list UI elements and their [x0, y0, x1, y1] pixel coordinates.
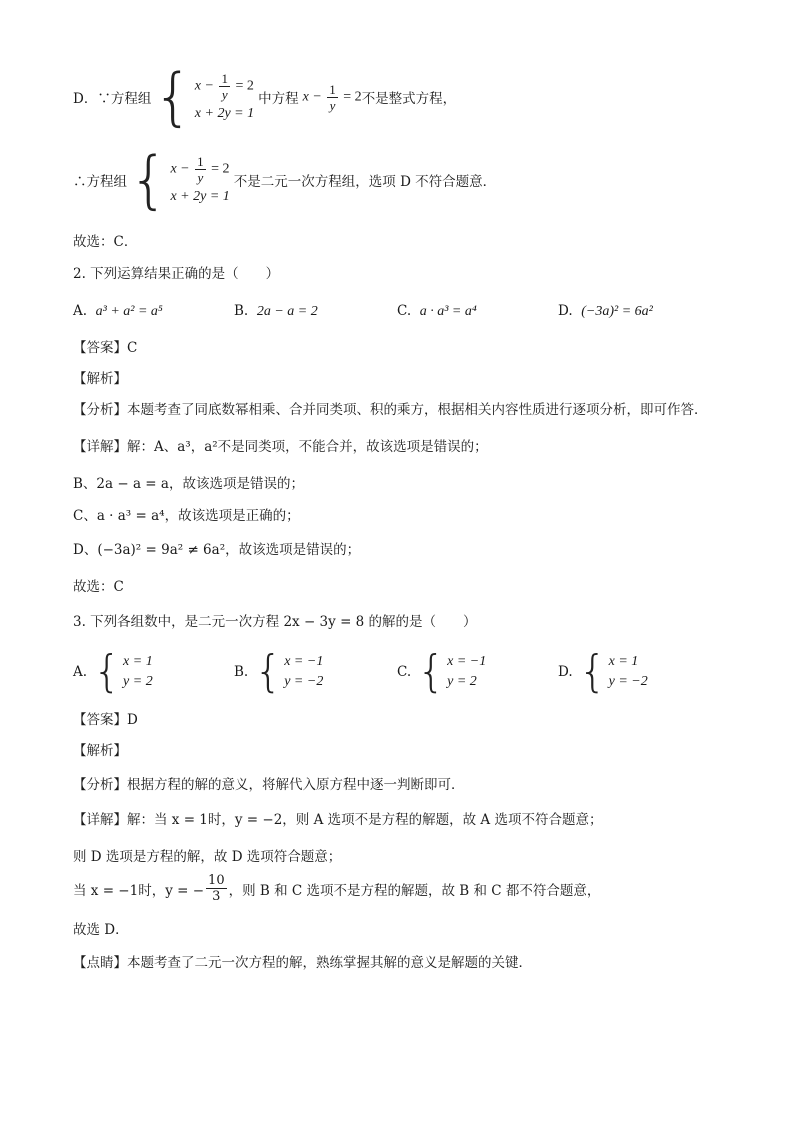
q1-d-prefix: D．∵方程组: [73, 91, 152, 107]
q2-option-b: B. 2a − a = 2: [234, 303, 318, 319]
q1-therefore-prefix: ∴方程组: [73, 174, 127, 190]
system-eq1: x − $\frac{1}{y}$ = 2: [194, 70, 254, 102]
q1-system: [195, 71, 254, 124]
q1-therefore-end: 不是二元一次方程组，选项 D 不符合题意．: [233, 174, 497, 190]
q3-option-b: B. { x = −1 y = −2: [234, 646, 324, 697]
q3-choice: 故选 D．: [73, 922, 129, 938]
q2-detail-d: D、(−3a)² = 9a² ≠ 6a²，故该选项是错误的；: [73, 542, 361, 558]
system-brace: {: [129, 143, 169, 216]
q2-stem: 2. 下列运算结果正确的是（ ）: [73, 266, 280, 282]
q1-d-line: [73, 60, 457, 133]
q2-choice: 故选：C: [73, 579, 124, 595]
q2-option-c: C. a · a³ = a⁴: [397, 303, 477, 319]
q3-stem: 3. 下列各组数中，是二元一次方程 2x − 3y = 8 的解的是（ ）: [73, 614, 477, 630]
q3-dianjing: 【点睛】本题考查了二元一次方程的解，熟练掌握其解的意义是解题的关键．: [73, 955, 532, 971]
q1-therefore-line: [73, 143, 497, 216]
q3-detail-3: 当 x = −1时，y = − $\frac{10}{3}$ ，则 B 和 C 选项不是方程的解题，故 B 和 C 都不符合题意，: [73, 873, 601, 904]
q1-eq-inline: x − $\frac{1}{y}$ = 2: [302, 81, 362, 113]
q1-d-mid: 中方程: [258, 91, 299, 107]
q3-option-a: A. { x = 1 y = 2: [73, 646, 153, 697]
q2-detail-b: B、2a − a = a，故该选项是错误的；: [73, 476, 304, 492]
system-eq2: x + 2y = 1: [194, 105, 255, 121]
q1-choice: 故选：C．: [73, 234, 138, 250]
q3-detail-1: 【详解】解：当 x = 1时，y = −2，则 A 选项不是方程的解题，故 A 选项不符合题意；: [73, 812, 603, 828]
q2-option-d: D. (−3a)² = 6a²: [558, 303, 653, 319]
q3-answer: 【答案】D: [73, 712, 138, 728]
q2-detail-c: C、a · a³ = a⁴，故该选项是正确的；: [73, 508, 300, 524]
q2-detail-a: 【详解】解：A、a³，a²不是同类项，不能合并，故该选项是错误的；: [73, 439, 488, 455]
q3-option-c: C. { x = −1 y = 2: [397, 646, 487, 697]
q2-answer: 【答案】C: [73, 340, 138, 356]
q1-system-2: x − $\frac{1}{y}$ = 2 x + 2y = 1: [170, 153, 230, 204]
q1-d-end: 不是整式方程，: [361, 91, 457, 107]
q3-detail-2: 则 D 选项是方程的解，故 D 选项符合题意；: [73, 849, 342, 865]
q3-option-d: D. { x = 1 y = −2: [558, 646, 648, 697]
q3-analysis-head: 【解析】: [73, 743, 127, 759]
q2-option-a: A. a³ + a² = a⁵: [73, 303, 163, 319]
q3-fenxi: 【分析】根据方程的解的意义，将解代入原方程中逐一判断即可．: [73, 777, 465, 793]
q2-analysis-head: 【解析】: [73, 371, 127, 387]
q2-fenxi: 【分析】本题考查了同底数幂相乘、合并同类项、积的乘方，根据相关内容性质进行逐项分析，即可作答．: [73, 402, 708, 418]
system-brace: {: [153, 60, 193, 133]
